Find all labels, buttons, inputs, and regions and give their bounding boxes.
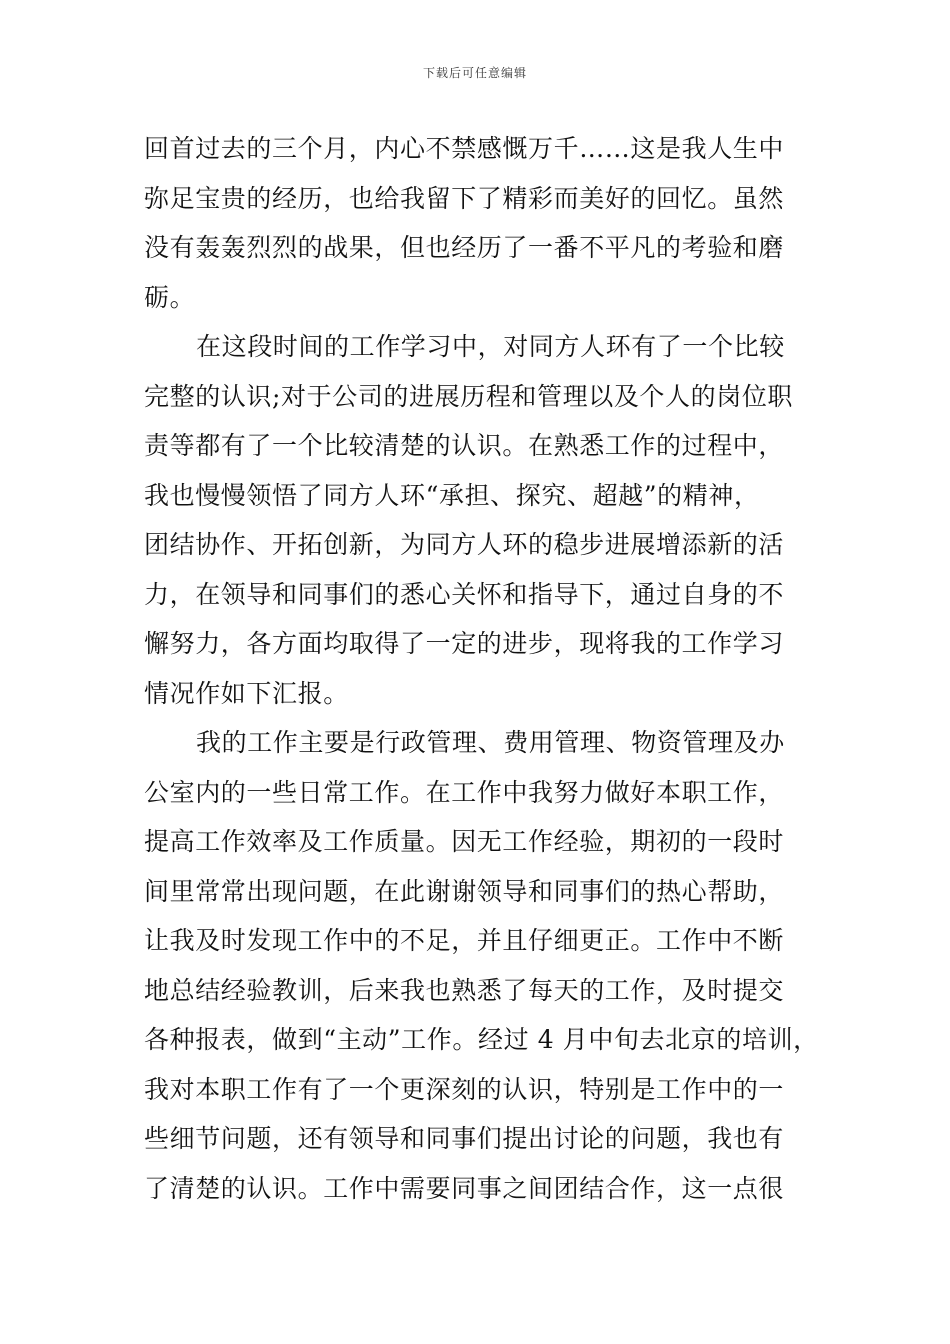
paragraph-2-line: 情况作如下汇报。 (144, 678, 349, 708)
paragraph-3-line: 提高工作效率及工作质量。因无工作经验，期初的一段时 (144, 827, 785, 856)
page-header: 下载后可任意编辑 (422, 66, 527, 80)
document-body (144, 124, 819, 1213)
paragraph-2-line: 我也慢慢领悟了同方人环“承担、探究、超越”的精神， (144, 480, 760, 510)
paragraph-3-line: 各种报表，做到“主动”工作。经过 4 月中旬去北京的培训， (144, 1025, 819, 1054)
paragraph-3-line: 了清楚的认识。工作中需要同事之间团结合作，这一点很 (144, 1173, 785, 1203)
paragraph-2-line: 懈努力，各方面均取得了一定的进步，现将我的工作学习 (144, 629, 785, 658)
paragraph-2-line: 在这段时间的工作学习中，对同方人环有了一个比较 (196, 332, 785, 361)
paragraph-3-line: 我的工作主要是行政管理、费用管理、物资管理及办 (196, 728, 785, 757)
paragraph-3-line: 让我及时发现工作中的不足，并且仔细更正。工作中不断 (144, 926, 785, 955)
paragraph-1-line: 没有轰轰烈烈的战果，但也经历了一番不平凡的考验和磨 (144, 233, 785, 262)
paragraph-3-line: 地总结经验教训，后来我也熟悉了每天的工作，及时提交 (144, 975, 785, 1005)
paragraph-3-line: 我对本职工作有了一个更深刻的认识，特别是工作中的一 (144, 1074, 785, 1104)
paragraph-1-line: 弥足宝贵的经历，也给我留下了精彩而美好的回忆。虽然 (144, 183, 785, 213)
paragraph-2-line: 力，在领导和同事们的悉心关怀和指导下，通过自身的不 (144, 579, 785, 609)
paragraph-1-line: 回首过去的三个月，内心不禁感慨万千……这是我人生中 (144, 134, 785, 163)
paragraph-1-line: 砺。 (144, 282, 196, 312)
paragraph-3-line: 公室内的一些日常工作。在工作中我努力做好本职工作， (144, 777, 785, 807)
paragraph-2-line: 团结协作、开拓创新，为同方人环的稳步进展增添新的活 (144, 530, 785, 559)
paragraph-3-line: 间里常常出现问题，在此谢谢领导和同事们的热心帮助， (144, 876, 785, 906)
paragraph-2-line: 完整的认识;对于公司的进展历程和管理以及个人的岗位职 (144, 381, 794, 411)
paragraph-2-line: 责等都有了一个比较清楚的认识。在熟悉工作的过程中， (144, 431, 785, 460)
paragraph-3-line: 些细节问题，还有领导和同事们提出讨论的问题，我也有 (144, 1124, 785, 1153)
